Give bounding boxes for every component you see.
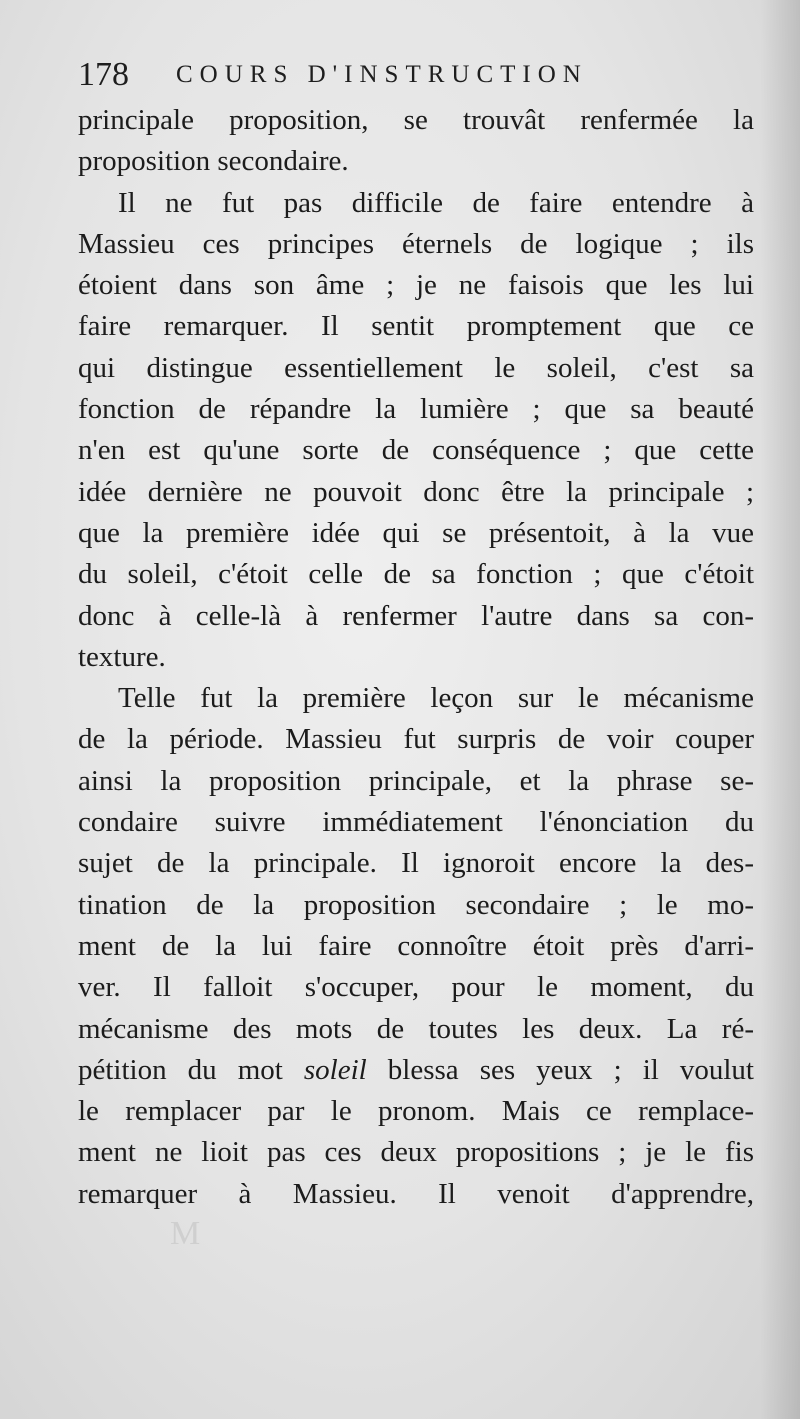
text-line: Il ne fut pas difficile de faire entendre à — [118, 186, 754, 219]
text-line: tination de la proposition secondaire ; le mo- — [78, 888, 754, 921]
italic-word: soleil — [303, 1053, 367, 1086]
text-line: remarquer à Massieu. Il venoit d'apprendre, — [78, 1177, 754, 1210]
text-line: proposition secondaire. — [78, 145, 349, 178]
text-line: qui distingue essentiellement le soleil, c'est sa — [78, 351, 754, 384]
text-line: donc à celle-là à renfermer l'autre dans sa con- — [78, 599, 754, 632]
text-line: condaire suivre immédiatement l'énonciation du — [78, 806, 754, 839]
page-edge-shadow — [760, 0, 800, 1419]
text-line: texture. — [78, 640, 166, 673]
text-segment: pétition du mot — [78, 1053, 304, 1086]
text-line: de la période. Massieu fut surpris de voir couper — [78, 723, 754, 756]
text-segment: blessa ses yeux ; il voulut — [366, 1053, 754, 1086]
text-line: ver. Il falloit s'occuper, pour le moment, du — [78, 971, 754, 1004]
text-line-with-italic — [78, 1050, 754, 1091]
body-text — [78, 100, 754, 1215]
text-line: étoient dans son âme ; je ne faisois que les lui — [78, 269, 754, 302]
text-line: Telle fut la première leçon sur le mécanisme — [118, 682, 754, 715]
text-line: du soleil, c'étoit celle de sa fonction ; que c'étoit — [78, 558, 754, 591]
text-line: principale proposition, se trouvât renfermée la — [78, 104, 754, 136]
running-head: COURS D'INSTRUCTION — [176, 61, 588, 88]
text-line: ment de la lui faire connoître étoit près d'arri- — [78, 929, 754, 962]
text-line: fonction de répandre la lumière ; que sa beauté — [78, 393, 754, 426]
text-line: sujet de la principale. Il ignoroit encore la des- — [78, 847, 754, 880]
text-line: Massieu ces principes éternels de logique ; ils — [78, 227, 754, 260]
page-header — [78, 52, 758, 98]
page-number: 178 — [78, 56, 129, 93]
text-line: que la première idée qui se présentoit, à la vue — [78, 516, 754, 549]
text-line: n'en est qu'une sorte de conséquence ; que cette — [78, 434, 754, 467]
text-line: le remplacer par le pronom. Mais ce remplace- — [78, 1095, 754, 1128]
text-line: ment ne lioit pas ces deux propositions ; je le fis — [78, 1136, 754, 1169]
text-line: faire remarquer. Il sentit promptement que ce — [78, 310, 754, 343]
text-line: idée dernière ne pouvoit donc être la principale ; — [78, 475, 754, 508]
text-line: mécanisme des mots de toutes les deux. La ré- — [78, 1012, 754, 1045]
catchword: M — [170, 1215, 201, 1252]
text-line: ainsi la proposition principale, et la phrase se- — [78, 764, 754, 797]
